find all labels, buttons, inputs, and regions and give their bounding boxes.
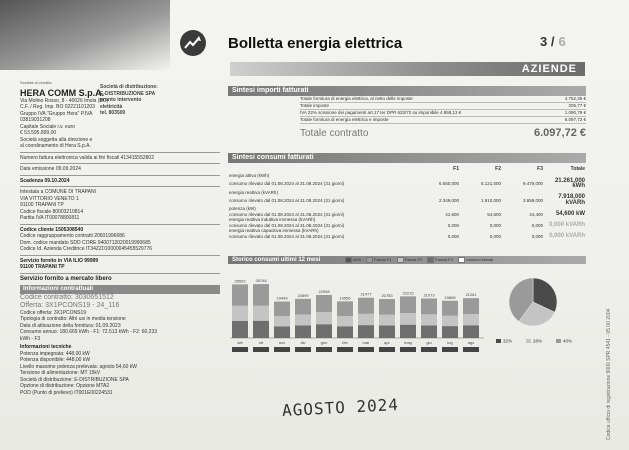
seller-line: € 53.595.899,00 — [20, 130, 57, 136]
pie-legend-swatch — [556, 339, 561, 343]
bar-category-label: gen — [320, 340, 328, 345]
legend-entry: Fascia F3 — [427, 257, 453, 263]
chart-bar — [358, 298, 374, 338]
consumption-row-label: consumo rilevato dal 01.08.2024 al 31.08.2024 (31 giorni) — [229, 181, 345, 187]
consumption-row-label: energia reattiva capacitiva immessa (kVARh) — [229, 228, 319, 233]
bar-value-label: 28748 — [255, 278, 267, 284]
bar-category-label: lug — [447, 340, 453, 345]
legend-entry: kWh — [345, 257, 361, 263]
bar-value-label: 19449 — [276, 295, 288, 301]
consumption-cell: 0,000 — [531, 233, 543, 239]
summary-rows — [228, 96, 586, 124]
chart-bar — [337, 301, 353, 338]
tech-line: Potenza impegnata: 448,00 kW — [20, 350, 90, 357]
consumption-cell: 1.910,000 — [480, 197, 501, 203]
consumption-cell: 6.550,000 — [438, 181, 459, 187]
distributor-info — [100, 84, 180, 117]
pie-legend-label: 32% — [503, 338, 513, 344]
bar-category-label: ago — [467, 340, 475, 345]
consumption-row — [228, 234, 586, 240]
summary-row-label: Totale imposte — [300, 103, 330, 108]
seller-line: 03819031208 — [20, 117, 51, 123]
issue-date: Data emissione 09.09.2024 — [20, 166, 81, 172]
bar-footer — [295, 347, 311, 352]
consumption-col-header: F1 — [453, 166, 459, 172]
service-line: 91100 TRAPANI TP — [20, 264, 65, 270]
client-code: Codice cliente 1505308540 — [20, 226, 84, 233]
bar-footer — [274, 347, 290, 352]
contract-line: kWh - F3 — [20, 335, 41, 342]
market-heading: Servizio fornito a mercato libero — [20, 275, 112, 282]
code-line: Dom. codice mandato SDD CORE 9400712020019990685 — [20, 239, 151, 246]
chart-bar — [274, 302, 290, 338]
chart-bar — [253, 284, 269, 338]
summary-row — [300, 96, 586, 103]
pie-legend-label: 40% — [563, 338, 573, 344]
summary-row-value: 6.097,72 € — [564, 117, 586, 122]
seller-line: Capitale Sociale i.v. euro — [20, 123, 75, 130]
seller-line: C.F. / Reg. Imp. BO 02221101203 — [20, 104, 95, 110]
handwritten-note: AGOSTO 2024 — [281, 394, 400, 421]
summary-row-label: Totale fornitura di energia elettrica e imposte — [300, 117, 389, 122]
tech-line: Società di distribuzione: E-DISTRIBUZIONE SPA — [20, 376, 129, 383]
bar-category-label: ott — [258, 340, 264, 345]
service-line: Servizio fornito in VIA ILIO 99999 — [20, 257, 99, 264]
legend-entry: Fascia F2 — [397, 257, 423, 263]
bar-footer — [358, 347, 374, 352]
bar-category-label: mar — [362, 340, 370, 345]
growth-arrow-icon — [184, 35, 202, 51]
legend-entry: Fascia F1 — [366, 257, 392, 263]
consumption-cell: 21.261,000 kWh — [554, 177, 585, 189]
bar-category-label: feb — [342, 340, 348, 345]
contract-line: Codice offerta: 3X1PCONS19 — [20, 309, 87, 316]
pie-legend-swatch — [526, 339, 531, 343]
summary-row-value: 4.752,35 € — [564, 96, 586, 101]
consumption-table — [228, 165, 586, 239]
consumption-cell: 41,600 — [445, 211, 459, 217]
consumption-row — [228, 179, 586, 190]
chart-bar — [442, 301, 458, 338]
bar-footer — [232, 347, 248, 352]
summary-row — [300, 103, 586, 110]
summary-row-value: 205,77 € — [568, 103, 586, 108]
chart-bar — [421, 298, 437, 338]
bar-footer — [253, 347, 269, 352]
contract-info-box: Informazioni contrattuali — [20, 285, 220, 294]
chart-bar — [232, 284, 248, 338]
consumption-row-label: energia reattiva (kVARh) — [229, 189, 278, 195]
consumption-col-header: F2 — [495, 166, 501, 172]
invoice-number: Numero fattura elettronica valida ai fini fiscali 413415552802 — [20, 154, 154, 161]
tech-heading: Informazioni tecniche — [20, 344, 72, 350]
consumption-row-label: energia attiva (kWh) — [229, 173, 270, 178]
tech-line: Livello massimo potenza prelevata: agosto 54,60 kW — [20, 363, 138, 370]
bar-value-label: 19556 — [339, 295, 351, 301]
consumption-cell: 54,600 — [487, 211, 501, 217]
summary-row-label: IVA 22% scissione dei pagamenti art.17 ter DPR 633/72 su imponibile 4.958,13 € — [300, 110, 462, 115]
bar-value-label: 21477 — [360, 291, 372, 297]
scan-shadow — [0, 0, 170, 70]
contract-details — [20, 310, 220, 343]
consumption-cell: 0,000 — [489, 233, 501, 239]
contract-total-label: Totale contratto — [300, 128, 369, 139]
recipient-line: Codice fiscale 80003210814 — [20, 208, 84, 215]
distributor-line: E-DISTRIBUZIONE SPA — [100, 90, 156, 97]
document-title: Bolletta energia elettrica — [228, 35, 403, 52]
distributor-line: elettricità — [100, 103, 123, 110]
tech-line: Potenza disponibile: 448,00 kW — [20, 357, 91, 363]
consumption-cell: 2.349,000 — [438, 197, 459, 203]
consumption-title: Sintesi consumi fatturati — [228, 153, 586, 163]
consumption-cell: 5.121,000 — [480, 181, 501, 187]
consumption-cell: 0,000 — [447, 222, 459, 228]
tech-line: Tensione di alimentazione: MT 15kV — [20, 370, 101, 376]
consumption-row-label: energia reattiva induttiva immessa (kVARh) — [229, 217, 316, 222]
contract-code: Codice contratto: 3030651512 — [20, 293, 114, 301]
summary-row — [300, 117, 586, 124]
code-line: Codice Id. Azienda Creditrice IT34ZZ010000045455529776 — [20, 246, 153, 252]
bar-category-label: set — [237, 340, 243, 345]
due-date: Scadenza 09.10.2024 — [20, 177, 70, 184]
tech-details — [20, 351, 220, 397]
consumption-chart — [228, 266, 586, 362]
chart-title: Storico consumi ultimi 12 mesi — [228, 256, 586, 264]
seller-name: HERA COMM S.p.A. — [20, 87, 105, 98]
summary-title: Sintesi importi fatturati — [228, 86, 586, 96]
distributor-line: tel. 803500 — [100, 110, 126, 116]
summary-row-label: Totale fornitura di energia elettrica, al netto delle imposte — [300, 96, 413, 101]
bar-footer — [337, 347, 353, 352]
page-total: 6 — [558, 34, 566, 49]
consumption-cell: 0,000 — [447, 233, 459, 239]
pie-legend-swatch — [496, 339, 501, 343]
chart-legend — [345, 257, 493, 263]
codes-block — [20, 233, 220, 253]
summary-row-value: 1.090,79 € — [564, 110, 586, 115]
consumption-row-label: consumo rilevato dal 01.08.2024 al 31.08.2024 (31 giorni) — [229, 211, 345, 217]
contract-line: Data di attivazione della fornitura: 01.09.2023 — [20, 322, 121, 329]
consumption-cell: 3.659,000 — [522, 197, 543, 203]
consumption-cell: 54,600 kW — [555, 210, 585, 217]
recipient-line: VIA VITTORIO VENETO 1 — [20, 195, 79, 202]
legend-entry: consumi stimati — [458, 257, 494, 263]
bar-footer — [379, 347, 395, 352]
bar-category-label: nov — [278, 340, 286, 345]
bar-value-label: 22958 — [318, 288, 330, 294]
bar-category-label: dic — [300, 340, 306, 345]
contract-total — [300, 127, 586, 139]
tech-line: Opzione di distribuzione: Opzione MTA2 — [20, 383, 110, 389]
seller-line: Gruppo IVA "Gruppo Hera" P.IVA — [20, 110, 93, 117]
bar-value-label: 19858 — [444, 294, 456, 300]
bar-footer — [442, 347, 458, 352]
chart-bar — [316, 295, 332, 338]
bar-value-label: 20899 — [297, 292, 309, 298]
consumption-cell: 0,000 kVARh — [549, 232, 585, 239]
consumption-cell: 0,000 — [489, 222, 501, 228]
recipient-line: Intestata a COMUNE DI TRAPANI — [20, 189, 96, 195]
consumption-col-header: Totale — [570, 166, 585, 172]
seller-line: Società soggetta alla direzione e — [20, 136, 93, 143]
code-line: Codice raggruppamento contratti 20601996686 — [20, 233, 125, 239]
bar-category-label: giu — [426, 340, 432, 345]
pie-legend-label: 28% — [533, 338, 543, 344]
recipient-line: 91100 TRAPANI TP — [20, 202, 64, 208]
consumption-row-label: potenza (kW) — [229, 206, 256, 211]
consumption-cell: 7.918,000 kVARh — [558, 194, 585, 206]
left-column — [20, 80, 220, 396]
recipient-line: Partita IVA IT00078800811 — [20, 215, 80, 221]
chart-bar — [400, 296, 416, 338]
chart-bar — [295, 299, 311, 338]
consumption-cell: 0,000 kVARh — [549, 221, 585, 228]
consumption-row-label: consumo rilevato dal 01.08.2024 al 31.08.2024 (31 giorni) — [229, 197, 345, 203]
bar-footer — [400, 347, 416, 352]
hera-logo — [180, 30, 206, 56]
distributor-line: Società di distribuzione: — [100, 84, 158, 90]
bar-value-label: 21073 — [423, 292, 435, 298]
right-column — [228, 86, 586, 239]
contract-line: Tipologia di contratto: Altri usi in media tensione — [20, 316, 126, 322]
seller-line: al coordinamento di Hera S.p.A. — [20, 143, 91, 149]
page-number: 3 / 6 — [540, 34, 566, 49]
bar-footer — [316, 347, 332, 352]
chart-bar — [379, 299, 395, 338]
bar-value-label: 28592 — [234, 278, 246, 284]
bar-category-label: apr — [384, 340, 390, 345]
margin-note: Codice ufficio di registrazione 9000 SPR 4541 - 05 00 2004 — [606, 308, 612, 440]
segment-banner: AZIENDE — [230, 62, 585, 76]
summary-row — [300, 110, 586, 117]
offer-name: Offerta: 3X1PCONS19 - 24_116 — [20, 301, 120, 309]
contract-total-value: 6.097,72 € — [534, 127, 586, 139]
recipient-block — [20, 189, 220, 222]
consumption-cell: 44,400 — [529, 211, 543, 217]
consumption-cell: 0,000 — [531, 222, 543, 228]
contract-line: Consumo annuo: 180.669 kWh - F1: 72.513 kWh - F2: 60.233 — [20, 329, 158, 335]
consumption-cell: 9.479,000 — [522, 181, 543, 187]
distributor-line: pronto intervento — [100, 97, 142, 103]
service-address — [20, 258, 220, 271]
bar-footer — [463, 347, 479, 352]
bar-category-label: mag — [404, 340, 412, 345]
consumption-row-label: consumo rilevato dal 01.08.2024 al 31.08.2024 (31 giorni) — [229, 233, 345, 239]
bar-footer — [421, 347, 437, 352]
consumption-row-label: consumo rilevato dal 01.08.2024 al 31.08.2024 (31 giorni) — [229, 222, 345, 228]
seller-line: Via Molino Rosso, 8 - 40026 Imola (BO) — [20, 97, 109, 104]
bar-value-label: 22215 — [402, 290, 414, 296]
consumption-row — [228, 195, 586, 206]
bar-value-label: 20783 — [381, 293, 393, 299]
bar-value-label: 21261 — [465, 292, 477, 298]
chart-bar — [463, 298, 479, 338]
consumption-col-header: F3 — [537, 166, 543, 172]
tech-line: POD (Punto di prelievo) IT001E00224531 — [20, 389, 113, 396]
page-current: 3 — [540, 34, 548, 49]
seller-heading: Società di vendita — [20, 80, 52, 85]
